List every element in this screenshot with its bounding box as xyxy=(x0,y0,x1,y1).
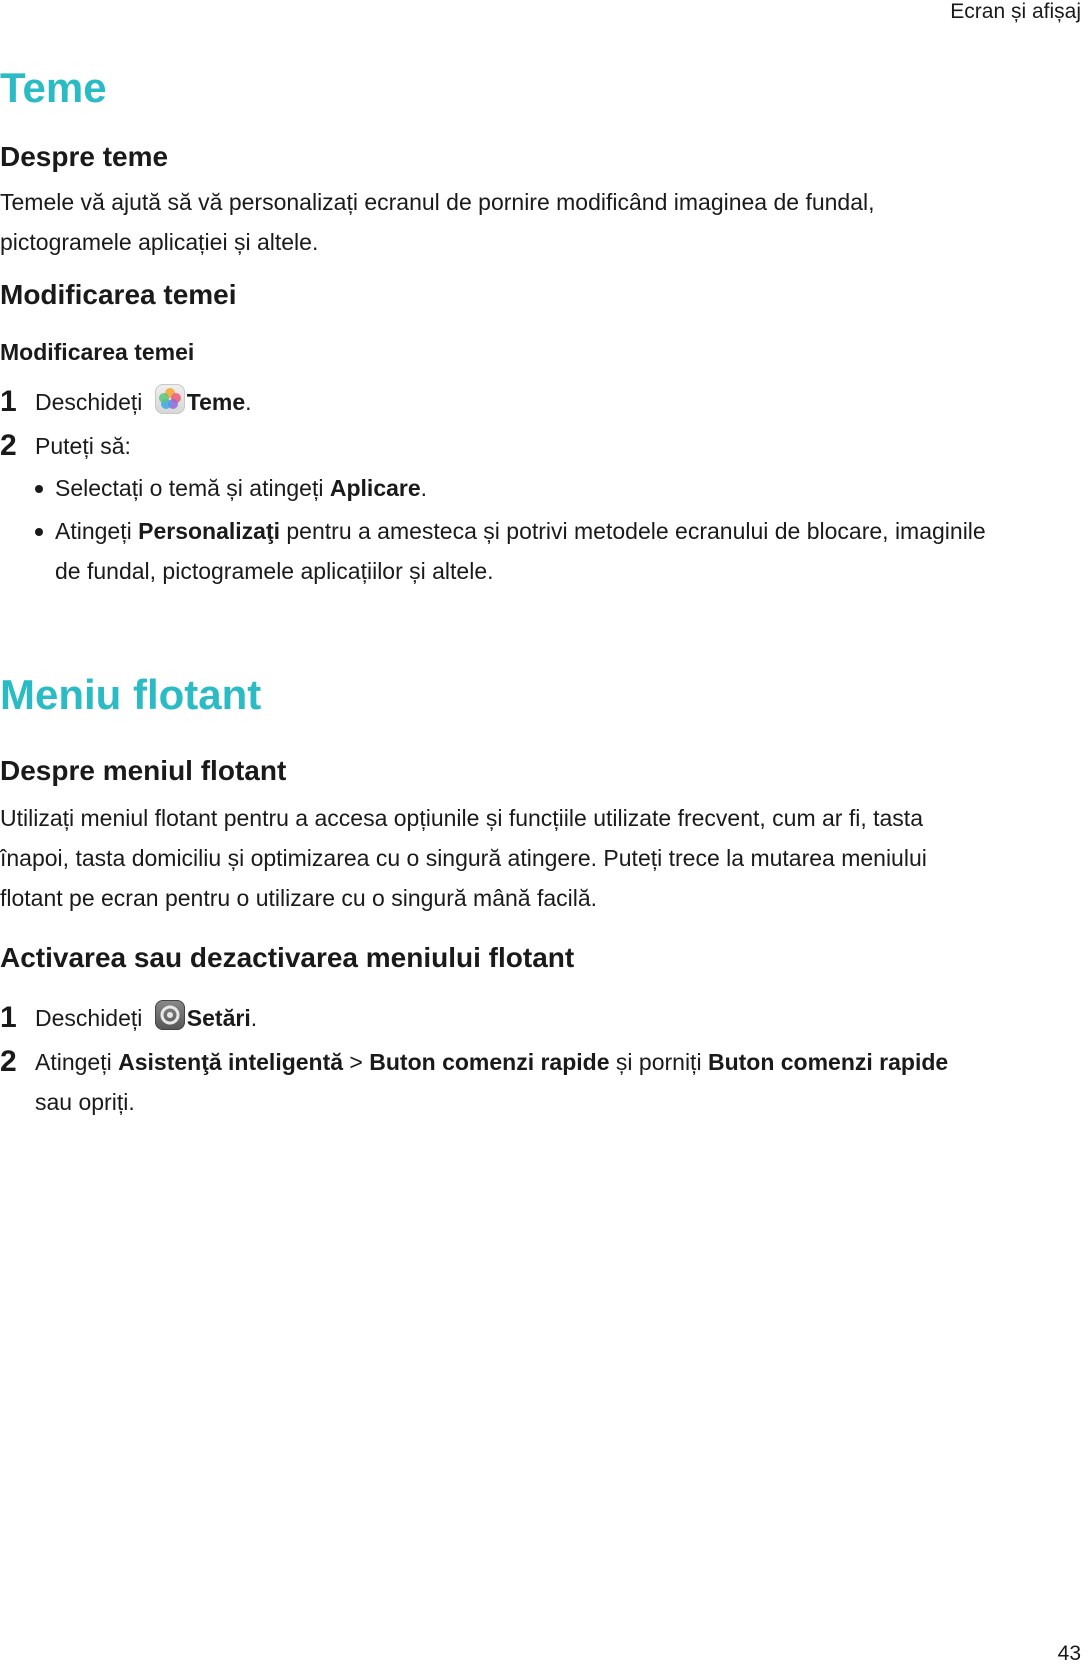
bullet-line-2: de fundal, pictogramele aplicațiilor și altele. xyxy=(55,558,494,584)
heading-modificarea-temei: Modificarea temei xyxy=(0,279,237,310)
heading-despre-meniul-flotant: Despre meniul flotant xyxy=(0,755,287,786)
path-separator: > xyxy=(343,1049,370,1075)
running-header: Ecran și afișaj xyxy=(950,0,1081,23)
step-line-2: sau opriți. xyxy=(35,1089,135,1115)
step-prefix: Atingeți xyxy=(35,1049,119,1075)
step-text xyxy=(35,998,1075,1038)
step-number: 1 xyxy=(0,385,17,418)
step-number: 2 xyxy=(0,429,17,462)
subheading-modificarea-temei: Modificarea temei xyxy=(0,339,195,365)
step-prefix: Deschideți xyxy=(35,389,149,415)
paragraph-line: Utilizați meniul flotant pentru a accesa opțiunile și funcțiile utilizate frecvent, cum ar fi, tasta xyxy=(0,805,923,831)
bullet-text xyxy=(55,468,1085,508)
paragraph-despre-teme xyxy=(0,182,875,262)
paragraph-line: flotant pe ecran pentru o utilizare cu o singură mână facilă. xyxy=(0,885,598,911)
step-text xyxy=(35,1042,1075,1122)
app-name-teme: Teme xyxy=(186,389,246,415)
paragraph-line: înapoi, tasta domiciliu și optimizarea cu o singură atingere. Puteți trece la mutarea meniului xyxy=(0,845,927,871)
paragraph-despre-meniul-flotant xyxy=(0,798,927,918)
section-title-teme: Teme xyxy=(0,64,107,111)
settings-gear-icon xyxy=(155,1000,185,1030)
bullet-prefix: Atingeți xyxy=(55,518,139,544)
label-buton-comenzi-rapide-toggle: Buton comenzi rapide xyxy=(707,1049,949,1075)
page-number: 43 xyxy=(1057,1642,1081,1665)
label-personalizati: Personalizaţi xyxy=(138,518,280,544)
bullet-dot-icon xyxy=(35,528,43,536)
label-aplicare: Aplicare xyxy=(329,475,421,501)
step-text xyxy=(35,382,1075,422)
themes-app-icon xyxy=(155,384,185,414)
label-asistenta-inteligenta: Asistenţă inteligentă xyxy=(118,1049,344,1075)
step-number: 1 xyxy=(0,1001,17,1034)
label-buton-comenzi-rapide: Buton comenzi rapide xyxy=(369,1049,610,1075)
heading-despre-teme: Despre teme xyxy=(0,141,169,172)
bullet-suffix: pentru a amesteca și potrivi metodele ecranului de blocare, imaginile xyxy=(280,518,986,544)
step-text: Puteți să: xyxy=(35,433,131,459)
bullet-prefix: Selectați o temă și atingeți xyxy=(55,475,330,501)
paragraph-line: pictogramele aplicației și altele. xyxy=(0,229,319,255)
step-number: 2 xyxy=(0,1045,17,1078)
step-suffix: . xyxy=(250,1005,258,1031)
app-name-setari: Setări xyxy=(186,1005,251,1031)
paragraph-line: Temele vă ajută să vă personalizați ecranul de pornire modificând imaginea de fundal, xyxy=(0,189,875,215)
step-prefix: Deschideți xyxy=(35,1005,149,1031)
section-title-meniu-flotant: Meniu flotant xyxy=(0,671,262,718)
step-middle: și porniți xyxy=(609,1049,708,1075)
bullet-text xyxy=(55,511,1085,591)
bullet-dot-icon xyxy=(35,485,43,493)
bullet-suffix: . xyxy=(420,475,428,501)
step-suffix: . xyxy=(245,389,252,415)
heading-activarea-meniului: Activarea sau dezactivarea meniului flotant xyxy=(0,942,575,973)
